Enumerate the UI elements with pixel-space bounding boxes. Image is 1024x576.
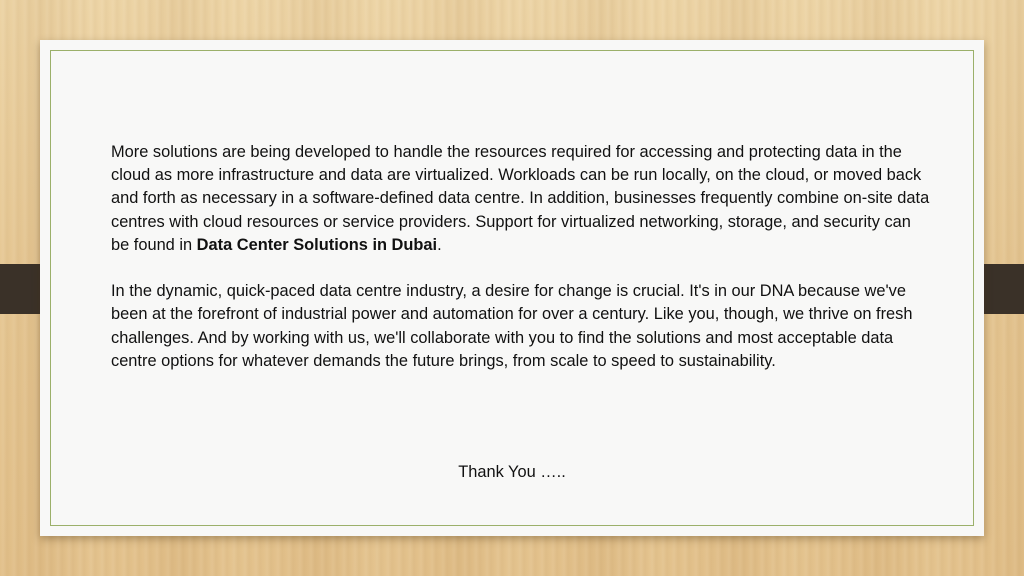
paragraph-1-end: . [437, 235, 442, 254]
paragraph-1 [111, 141, 931, 257]
paragraph-2: In the dynamic, quick-paced data centre industry, a desire for change is crucial. It's in our DNA because we've been at the forefront of industrial power and automation for over a century. Like you, though, we thrive on fresh challenges. And by working with us, we'll collaborate with you to find the solutions and most acceptable data centre options for whatever demands the future brings, from scale to speed to sustainability. [111, 282, 913, 370]
paragraph-1-text: More solutions are being developed to handle the resources required for accessing and protecting data in the cloud as more infrastructure and data are virtualized. Workloads can be run locally, on the cloud, or moved back and forth as necessary in a software-defined data centre. In addition, businesses frequently combine on-site data centres with cloud resources or service providers. Support for virtualized networking, storage, and security can be found in [111, 143, 930, 254]
closing-text: Thank You ….. [458, 463, 566, 481]
slide-body [111, 141, 931, 396]
slide-card [40, 40, 984, 536]
paragraph-1-bold-phrase: Data Center Solutions in Dubai [196, 235, 438, 254]
